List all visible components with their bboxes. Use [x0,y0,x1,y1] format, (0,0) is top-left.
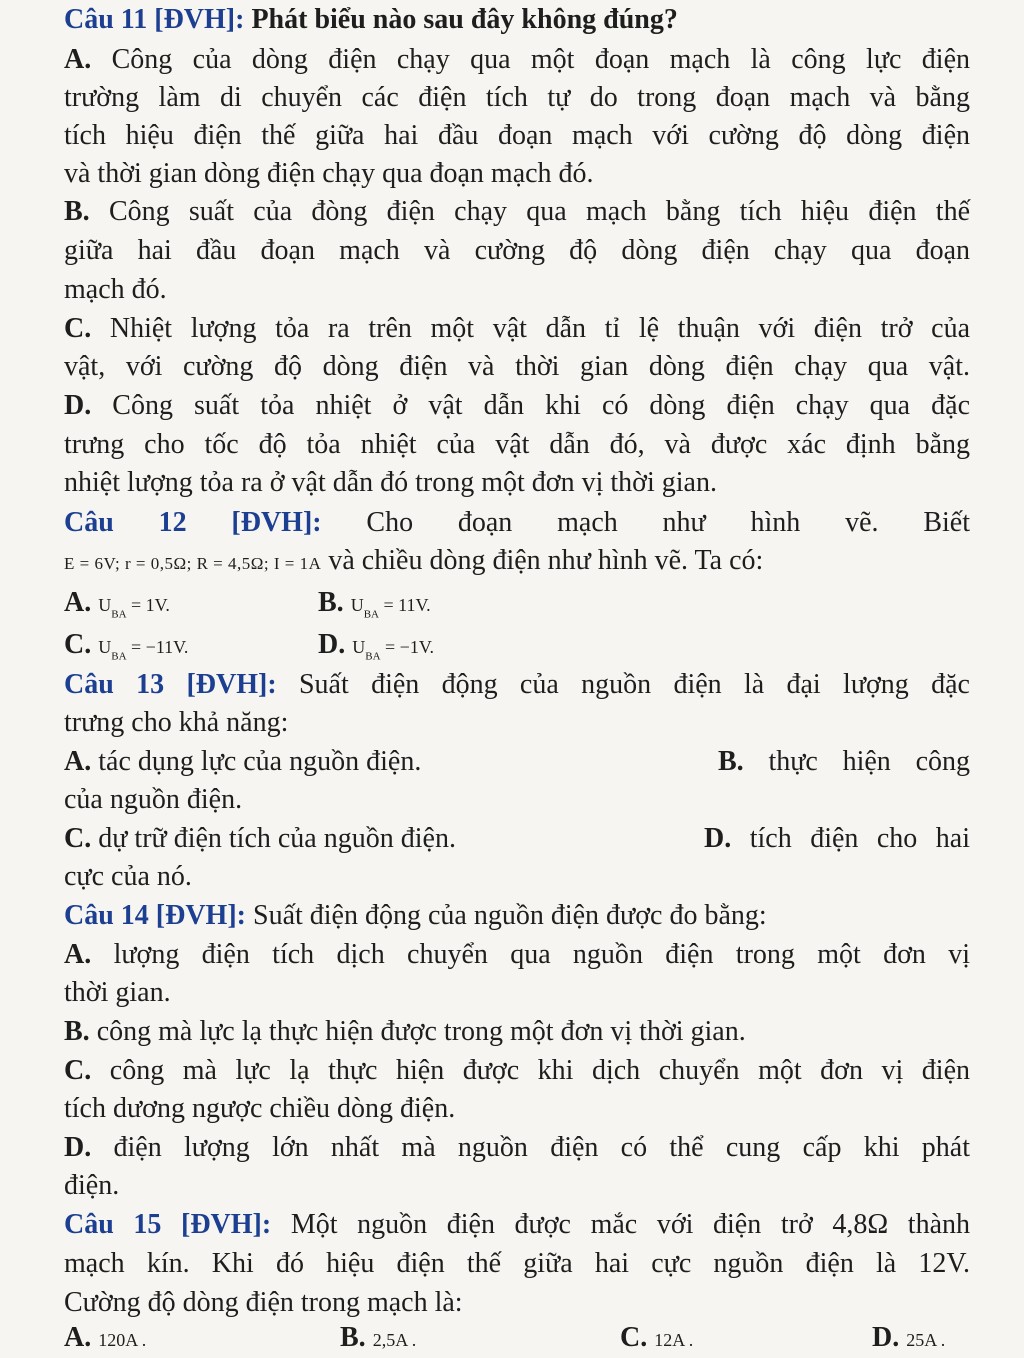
q11-option-a-line-3: tích hiệu điện thế giữa hai đầu đoạn mạch với cường độ dòng điện [64,120,970,151]
q11-prompt: Câu 11 [ĐVH]: Phát biểu nào sau đây không đúng? [64,4,678,35]
q11-option-b-line-3: mạch đó. [64,274,167,305]
q14-option-a-line-1: A. lượng điện tích dịch chuyển qua nguồn điện trong một đơn vị [64,939,971,970]
q15-prompt-line-1: Câu 15 [ĐVH]: Một nguồn điện được mắc với điện trở 4,8Ω thành [64,1209,970,1240]
q14-prompt: Câu 14 [ĐVH]: Suất điện động của nguồn điện được đo bằng: [64,900,767,931]
q11-emphasis: không [521,4,597,35]
q15-option-a: A. 120A . [64,1322,147,1353]
q15-prompt-line-2: mạch kín. Khi đó hiệu điện thế giữa hai cực nguồn điện là 12V. [64,1248,970,1279]
q11-option-a-line-1: A. Công của dòng điện chạy qua một đoạn mạch là công lực điện [64,44,971,75]
q11-heading: Câu 11 [ĐVH]: [64,4,245,35]
q13-heading: Câu 13 [ĐVH]: [64,669,277,700]
q12-prompt-line-2: E = 6V; r = 0,5Ω; R = 4,5Ω; I = 1A và chiều dòng điện như hình vẽ. Ta có: [64,545,764,576]
q14-option-c-line-2: tích dương ngược chiều dòng điện. [64,1093,456,1124]
q14-option-b: B. công mà lực lạ thực hiện được trong một đơn vị thời gian. [64,1016,746,1047]
q14-heading: Câu 14 [ĐVH]: [64,900,246,931]
q12-option-c: C. $U_{BA} = -11V$. [64,629,189,663]
q13-option-c: C. dự trữ điện tích của nguồn điện. [64,823,456,854]
q13-option-d: D. tích điện cho hai [704,823,970,854]
q14-option-d-line-2: điện. [64,1170,120,1201]
q12-option-b: B. $U_{BA} = 11V$. [318,587,431,621]
q13-prompt-line-1: Câu 13 [ĐVH]: Suất điện động của nguồn điện là đại lượng đặc [64,669,970,700]
q14-option-c-line-1: C. công mà lực lạ thực hiện được khi dịch chuyển một đơn vị điện [64,1055,971,1086]
q15-option-c: C. 12A . [620,1322,694,1353]
q12-given-values: E = 6V; r = 0,5Ω; R = 4,5Ω; I = 1A [64,554,322,573]
q13-option-a: A. tác dụng lực của nguồn điện. [64,746,422,777]
q12-prompt-line-1: Câu 12 [ĐVH]: Cho đoạn mạch như hình vẽ. Biết [64,507,970,538]
q11-option-b-line-1: B. Công suất của đòng điện chạy qua mạch bằng tích hiệu điện thế [64,196,971,227]
q11-option-b-line-2: giữa hai đầu đoạn mạch và cường độ dòng điện chạy qua đoạn [64,235,970,266]
q15-heading: Câu 15 [ĐVH]: [64,1209,272,1240]
q14-option-a-line-2: thời gian. [64,977,171,1008]
q12-heading: Câu 12 [ĐVH]: [64,507,322,538]
q11-option-a-line-4: và thời gian dòng điện chạy qua đoạn mạch đó. [64,158,594,189]
q13-prompt-line-2: trưng cho khả năng: [64,707,289,738]
q11-option-d-line-1: D. Công suất tỏa nhiệt ở vật dẫn khi có dòng điện chạy qua đặc [64,390,971,421]
q13-option-d-cont: cực của nó. [64,861,192,892]
q14-option-d-line-1: D. điện lượng lớn nhất mà nguồn điện có thể cung cấp khi phát [64,1132,971,1163]
q15-option-d: D. 25A . [872,1322,946,1353]
q11-option-c-line-1: C. Nhiệt lượng tỏa ra trên một vật dẫn tỉ lệ thuận với điện trở của [64,313,970,344]
q11-option-d-line-3: nhiệt lượng tỏa ra ở vật dẫn đó trong một đơn vị thời gian. [64,467,717,498]
q12-option-d: D. $U_{BA} = -1V$. [318,629,434,663]
q12-option-a: A. $U_{BA} = 1V$. [64,587,170,621]
q11-option-c-line-2: vật, với cường độ dòng điện và thời gian dòng điện chạy qua vật. [64,351,970,382]
q13-option-b: B. thực hiện công [718,746,970,777]
q15-prompt-line-3: Cường độ dòng điện trong mạch là: [64,1287,463,1318]
q11-option-d-line-2: trưng cho tốc độ tỏa nhiệt của vật dẫn đó, và được xác định bằng [64,429,970,460]
q13-option-b-cont: của nguồn điện. [64,784,243,815]
q11-option-a-line-2: trường làm di chuyển các điện tích tự do trong đoạn mạch và bằng [64,82,970,113]
q15-option-b: B. 2,5A . [340,1322,417,1353]
